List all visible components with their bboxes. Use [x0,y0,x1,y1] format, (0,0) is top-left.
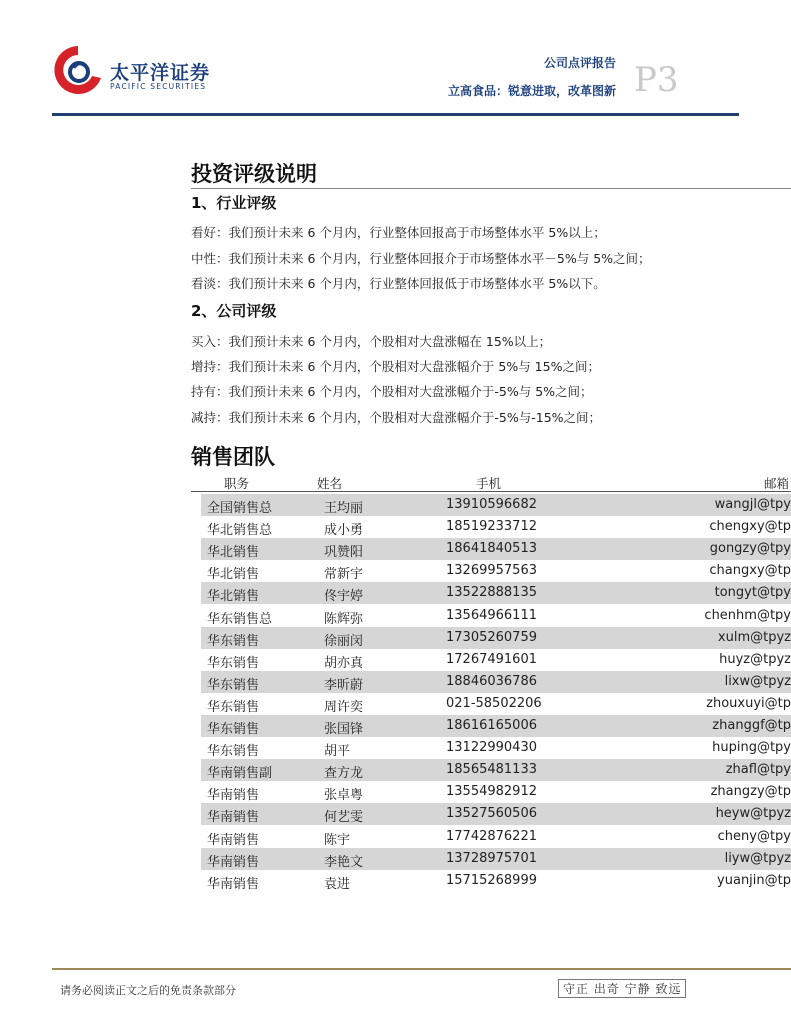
cell-role: 华东销售 [207,633,260,649]
cell-phone: 13564966111 [446,607,537,623]
company-rating-line: 买入：我们预计未来 6 个月内，个股相对大盘涨幅在 15%以上； [191,334,552,349]
cell-email: changxy@tp [709,563,791,579]
table-row [201,826,791,848]
table-row [201,516,791,538]
cell-name: 陈辉弥 [324,611,364,627]
cell-email: chenhm@tpy [704,607,791,623]
cell-role: 华东销售 [207,722,260,737]
cell-email: heyw@tpyz [715,806,791,822]
cell-name: 成小勇 [324,523,364,539]
cell-phone: 13122990430 [446,740,537,756]
cell-name: 常新宇 [324,567,364,583]
cell-name: 胡平 [324,744,351,760]
cell-phone: 18616165006 [446,718,537,733]
cell-email: wangjl@tpy [714,497,791,512]
cell-email: zhafl@tpy [725,762,791,778]
cell-email: liyw@tpyz [724,850,791,866]
cell-name: 徐丽闵 [324,633,364,649]
cell-name: 李艳文 [324,854,364,870]
table-row [201,671,791,693]
column-header-email: 邮箱 [764,476,790,491]
cell-name: 胡亦真 [324,655,364,671]
cell-role: 华东销售 [207,699,260,715]
footer-divider [52,968,791,970]
cell-email: chengxy@tp [709,519,791,535]
cell-phone: 13527560506 [446,806,537,822]
header-divider [52,113,739,116]
cell-phone: 15715268999 [446,872,537,888]
cell-role: 华南销售副 [207,766,273,782]
table-row [201,649,791,671]
cell-role: 华北销售总 [207,523,273,539]
industry-rating-line: 看淡：我们预计未来 6 个月内，行业整体回报低于市场整体水平 5%以下。 [191,276,606,291]
company-rating-heading: 2、公司评级 [191,302,277,320]
cell-email: huping@tpy [712,740,791,756]
cell-role: 华南销售 [207,854,260,870]
cell-phone: 13269957563 [446,563,537,579]
cell-email: xulm@tpyz [717,629,791,645]
cell-role: 华北销售 [207,567,260,583]
company-logo [52,40,212,100]
cell-email: zhouxuyi@tp [706,695,791,711]
company-rating-line: 增持：我们预计未来 6 个月内，个股相对大盘涨幅介于 5%与 15%之间； [191,359,600,374]
cell-phone: 13522888135 [446,585,537,601]
rating-title-divider [191,188,791,189]
page-number: P3 [634,60,679,100]
footer-motto: 守正 出奇 宁静 致远 [558,979,686,998]
cell-role: 华南销售 [207,788,260,804]
cell-role: 华东销售 [207,744,260,760]
table-row [201,848,791,870]
cell-email: zhangzy@tp [710,784,791,800]
logo-english-name: PACIFIC SECURITIES [110,82,207,91]
report-type: 公司点评报告 [543,56,616,70]
cell-phone: 13728975701 [446,850,537,866]
cell-phone: 17742876221 [446,828,537,844]
company-rating-line: 减持：我们预计未来 6 个月内，个股相对大盘涨幅介于-5%与-15%之间； [191,410,602,425]
cell-name: 李昕蔚 [324,677,364,693]
table-row [201,693,791,715]
footer-disclaimer: 请务必阅读正文之后的免责条款部分 [60,984,236,997]
cell-email: zhanggf@tp [712,718,791,733]
logo-chinese-name: 太平洋证券 [110,62,211,84]
cell-name: 张国锋 [324,722,364,737]
rating-section-title: 投资评级说明 [191,162,317,186]
cell-email: gongzy@tpy [709,541,791,557]
column-header-phone: 手机 [476,476,502,491]
cell-phone: 18565481133 [446,762,537,778]
report-title: 立高食品：锐意进取，改革图新 [447,84,616,98]
cell-email: lixw@tpyz [724,673,791,689]
cell-role: 华南销售 [207,876,260,892]
cell-role: 华东销售总 [207,611,273,627]
table-row [201,582,791,604]
cell-role: 华东销售 [207,677,260,693]
table-row [201,870,791,892]
industry-rating-line: 中性：我们预计未来 6 个月内，行业整体回报介于市场整体水平－5%与 5%之间； [191,251,651,266]
table-row [201,494,791,516]
cell-email: tongyt@tpy [714,585,791,601]
cell-name: 佟宇婷 [324,589,364,605]
cell-name: 陈宇 [324,832,351,848]
cell-phone: 18846036786 [446,673,537,689]
industry-rating-line: 看好：我们预计未来 6 个月内，行业整体回报高于市场整体水平 5%以上； [191,225,606,240]
cell-phone: 13554982912 [446,784,537,800]
cell-name: 袁进 [324,876,351,892]
sales-section-title: 销售团队 [191,445,275,469]
table-row [201,627,791,649]
company-rating-line: 持有：我们预计未来 6 个月内，个股相对大盘涨幅介于-5%与 5%之间； [191,384,593,399]
cell-name: 巩赞阳 [324,545,364,561]
column-header-name: 姓名 [317,476,343,491]
cell-email: cheny@tpy [717,828,791,844]
table-row [201,715,791,737]
cell-phone: 17267491601 [446,651,537,667]
industry-rating-heading: 1、行业评级 [191,194,277,212]
cell-phone: 18519233712 [446,519,537,535]
cell-name: 周许奕 [324,699,364,715]
table-row [201,737,791,759]
table-row [201,538,791,560]
cell-phone: 17305260759 [446,629,537,645]
table-row [201,560,791,582]
cell-role: 华南销售 [207,810,260,826]
cell-role: 全国销售总 [207,501,273,516]
table-header-divider [191,491,791,492]
cell-phone: 18641840513 [446,541,537,557]
column-header-role: 职务 [224,476,250,491]
cell-name: 何艺雯 [324,810,364,826]
cell-name: 查方龙 [324,766,364,782]
logo-emblem-icon [52,40,104,100]
cell-role: 华北销售 [207,545,260,561]
table-row [201,759,791,781]
table-row [201,803,791,825]
cell-name: 王均丽 [324,501,364,516]
cell-email: huyz@tpyz [719,651,791,667]
cell-phone: 13910596682 [446,497,537,512]
cell-role: 华东销售 [207,655,260,671]
cell-role: 华北销售 [207,589,260,605]
cell-role: 华南销售 [207,832,260,848]
table-row [201,605,791,627]
cell-name: 张卓粤 [324,788,364,804]
table-row [201,781,791,803]
cell-phone: 021-58502206 [446,695,542,711]
cell-email: yuanjin@tp [717,872,791,888]
